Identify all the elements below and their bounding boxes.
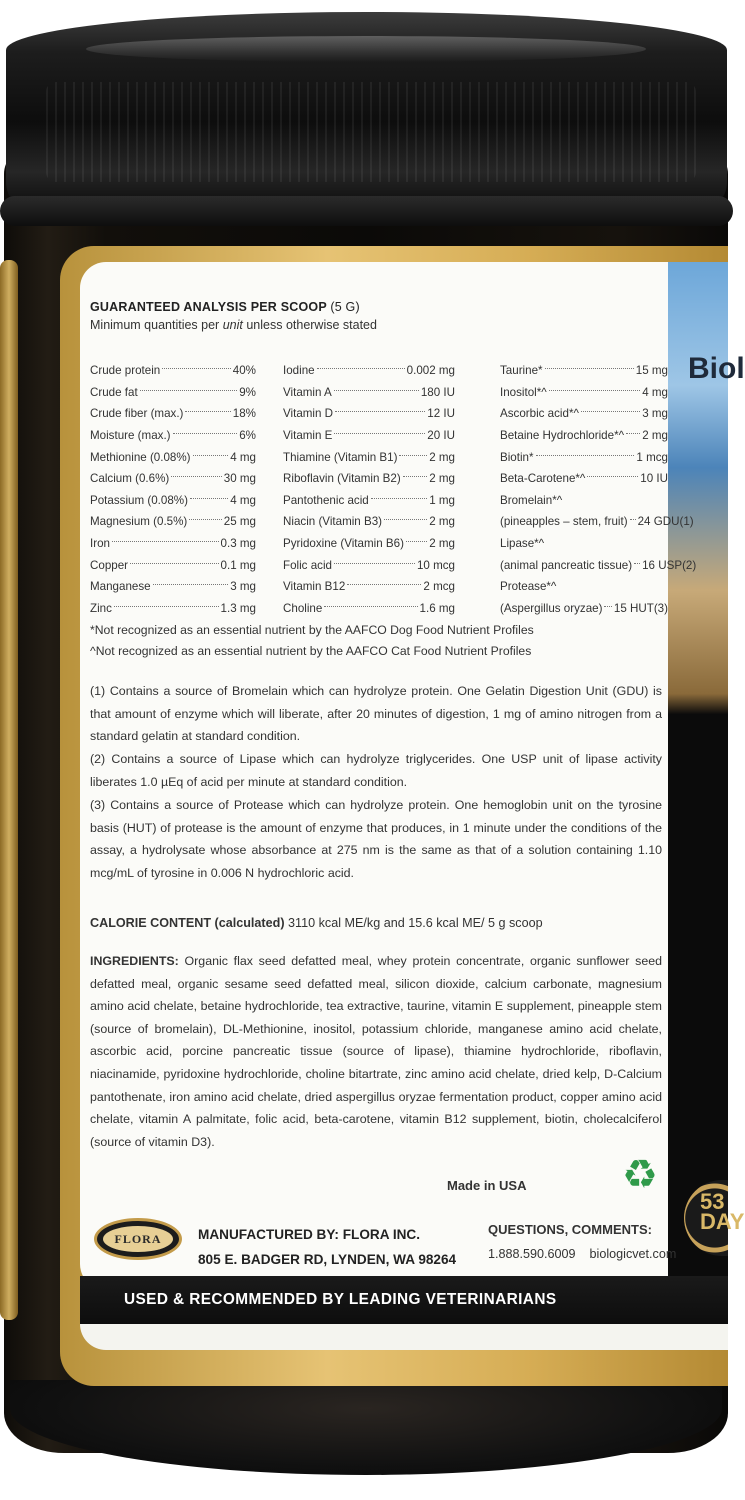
nutrient-value: 16 USP(2) [642, 558, 697, 572]
analysis-title-unit: (5 G) [330, 300, 360, 314]
analysis-row [500, 425, 668, 447]
leader-dots [153, 584, 229, 585]
nutrient-value: 2 mg [429, 450, 455, 464]
lid-highlight [86, 36, 646, 62]
nutrient-value: 20 IU [427, 429, 455, 443]
analysis-row [90, 576, 256, 598]
analysis-row [283, 425, 455, 447]
nutrient-name: Pantothenic acid [283, 493, 369, 507]
nutrient-name: (Aspergillus oryzae) [500, 601, 603, 615]
manufacturer-info [198, 1222, 456, 1272]
analysis-row [283, 533, 455, 555]
leader-dots [324, 606, 417, 607]
nutrient-value: 10 IU [640, 472, 668, 486]
analysis-row [90, 403, 256, 425]
analysis-row [500, 446, 668, 468]
flora-logo [94, 1218, 182, 1260]
leader-dots [371, 498, 427, 499]
nutrient-value: 10 mcg [416, 558, 455, 572]
nutrient-name: Crude protein [90, 364, 161, 378]
nutrient-name: Vitamin E [283, 429, 333, 443]
calorie-label: CALORIE CONTENT (calculated) [90, 916, 285, 930]
nutrient-name: Calcium (0.6%) [90, 472, 170, 486]
analysis-row [90, 598, 256, 620]
seal-text [700, 1189, 745, 1234]
subtitle-pre: Minimum quantities per [90, 318, 223, 332]
nutrient-name: Lipase*^ [500, 537, 545, 551]
nutrient-name: Potassium (0.08%) [90, 493, 188, 507]
nutrient-value: 3 mg [642, 407, 668, 421]
leader-dots [581, 411, 640, 412]
analysis-row [500, 468, 668, 490]
nutrient-value: 15 mg [635, 364, 668, 378]
analysis-row [500, 403, 668, 425]
analysis-row [90, 382, 256, 404]
leader-dots [536, 455, 635, 456]
nutrient-name: Thiamine (Vitamin B1) [283, 450, 398, 464]
nutrient-name: Taurine* [500, 364, 543, 378]
analysis-title-text: GUARANTEED ANALYSIS PER SCOOP [90, 300, 327, 314]
nutrient-value: 0.3 mg [220, 537, 256, 551]
nutrient-value: 9% [239, 385, 256, 399]
analysis-row [90, 533, 256, 555]
analysis-row [500, 382, 668, 404]
nutrient-name: Iodine [283, 364, 315, 378]
analysis-row [500, 576, 668, 598]
leader-dots [335, 411, 425, 412]
jar-lid [6, 12, 727, 212]
nutrient-value: 4 mg [642, 385, 668, 399]
nutrient-value: 25 mg [223, 515, 256, 529]
nutrient-value: 2 mg [429, 472, 455, 486]
nutrient-value: 180 IU [420, 385, 455, 399]
flora-logo-text: FLORA [103, 1226, 173, 1252]
note-dog: *Not recognized as an essential nutrient by the AAFCO Dog Food Nutrient Profiles [90, 623, 534, 637]
manufacturer-address: 805 E. BADGER RD, LYNDEN, WA 98264 [198, 1252, 457, 1267]
nutrient-name: Methionine (0.08%) [90, 450, 191, 464]
analysis-row [500, 533, 668, 555]
analysis-column-1 [90, 360, 256, 619]
nutrient-name: Zinc [90, 601, 112, 615]
leader-dots [545, 368, 634, 369]
nutrient-name: Riboflavin (Vitamin B2) [283, 472, 401, 486]
seal-number: 53 [700, 1189, 725, 1214]
nutrient-name: Biotin* [500, 450, 534, 464]
nutrient-name: Inositol*^ [500, 385, 547, 399]
contact-phone: 1.888.590.6009 [488, 1247, 576, 1261]
nutrient-value: 2 mg [429, 515, 455, 529]
nutrient-value: 4 mg [230, 493, 256, 507]
nutrient-value: 6% [239, 429, 256, 443]
calorie-text: 3110 kcal ME/kg and 15.6 kcal ME/ 5 g scoop [284, 916, 543, 930]
nutrient-name: Crude fat [90, 385, 138, 399]
nutrient-name: Magnesium (0.5%) [90, 515, 188, 529]
leader-dots [190, 498, 228, 499]
questions-label: QUESTIONS, COMMENTS: [488, 1222, 652, 1237]
nutrient-value: 4 mg [230, 450, 256, 464]
banner-text: USED & RECOMMENDED BY LEADING VETERINARIANS [124, 1291, 557, 1308]
nutrient-value: 24 GDU(1) [637, 515, 694, 529]
nutrient-name: Folic acid [283, 558, 332, 572]
analysis-row [283, 468, 455, 490]
recycle-icon: ♻ [622, 1153, 658, 1197]
nutrient-name: Niacin (Vitamin B3) [283, 515, 383, 529]
nutrient-value: 0.1 mg [220, 558, 256, 572]
analysis-row [283, 360, 455, 382]
leader-dots [403, 476, 428, 477]
nutrient-value: 1 mcg [636, 450, 668, 464]
analysis-row [90, 468, 256, 490]
calorie-content [90, 916, 662, 930]
leader-dots [587, 476, 638, 477]
leader-dots [173, 433, 238, 434]
nutrient-name: Beta-Carotene*^ [500, 472, 586, 486]
contact-line [488, 1242, 676, 1266]
ingredients-text: Organic flax seed defatted meal, whey protein concentrate, organic sunflower seed defatted meal, organic sesame seed defatted meal, silicon dioxide, calcium carbonate, magnesium amino acid chelate, betaine hydrochloride, tea extractive, taurine, vitamin E supplement, pineapple stem (source of bromelain), DL-Methionine, inositol, potassium chloride, manganese amino acid chelate, ascorbic acid, porcine pancreatic tissue (source of lipase), thiamine hydrochloride, riboflavin, niacinamide, pyridoxine hydrochloride, choline bitartrate, zinc amino acid chelate, dried kelp, D-Calcium pantothenate, iron amino acid chelate, dried aspergillus oryzae fermentation product, copper amino acid chelate, vitamin A palmitate, folic acid, beta-carotene, vitamin B12 supplement, biotin, cholecalciferol (source of vitamin D3). [90, 954, 662, 1149]
nutrient-name: Pyridoxine (Vitamin B6) [283, 537, 404, 551]
analysis-column-2 [283, 360, 455, 619]
nutrient-name: Bromelain*^ [500, 493, 563, 507]
nutrient-value: 30 mg [223, 472, 256, 486]
analysis-row [283, 554, 455, 576]
analysis-row [90, 511, 256, 533]
analysis-row [90, 490, 256, 512]
analysis-row [90, 446, 256, 468]
ingredients-label: INGREDIENTS: [90, 954, 179, 968]
nutrient-name: Ascorbic acid*^ [500, 407, 579, 421]
analysis-subtitle [90, 318, 662, 332]
nutrient-name: (animal pancreatic tissue) [500, 558, 633, 572]
analysis-row [90, 554, 256, 576]
product-photo-strip [668, 262, 728, 1290]
analysis-column-3 [500, 360, 697, 619]
leader-dots [171, 476, 222, 477]
analysis-row [283, 403, 455, 425]
gold-edge-left [0, 260, 18, 1320]
note-cat: ^Not recognized as an essential nutrient by the AAFCO Cat Food Nutrient Profiles [90, 644, 532, 658]
leader-dots [634, 563, 640, 564]
nutrient-name: Moisture (max.) [90, 429, 171, 443]
leader-dots [347, 584, 421, 585]
leader-dots [630, 519, 636, 520]
leader-dots [189, 519, 221, 520]
analysis-row [283, 382, 455, 404]
nutrient-value: 2 mcg [423, 580, 455, 594]
brand-name-partial: Biol [688, 352, 745, 385]
nutrient-name: Vitamin A [283, 385, 332, 399]
analysis-title [90, 300, 662, 314]
leader-dots [549, 390, 641, 391]
nutrient-name: Vitamin D [283, 407, 334, 421]
footnote-1: (1) Contains a source of Bromelain which can hydrolyze protein. One Gelatin Digestion Unit (GDU) is that amount of enzyme which will liberate, after 20 minutes of digestion, 1 mg of amino nitrogen from a standard gelatin at standard condition. [90, 684, 662, 744]
subtitle-em: unit [222, 318, 243, 332]
veterinarian-banner [80, 1276, 728, 1324]
jar-bottom [10, 1380, 722, 1475]
contact-info [488, 1218, 676, 1266]
analysis-row [90, 360, 256, 382]
nutrient-name: (pineapples – stem, fruit) [500, 515, 628, 529]
manufacturer-name: MANUFACTURED BY: FLORA INC. [198, 1227, 421, 1242]
label-content [90, 300, 697, 1149]
analysis-row [283, 511, 455, 533]
nutrient-value: 12 IU [427, 407, 455, 421]
analysis-row [90, 425, 256, 447]
leader-dots [114, 606, 219, 607]
nutrient-name: Iron [90, 537, 110, 551]
nutrient-name: Copper [90, 558, 129, 572]
made-in-usa: Made in USA [447, 1178, 527, 1193]
subtitle-post: unless otherwise stated [242, 318, 377, 332]
leader-dots [384, 519, 427, 520]
nutrient-value: 1.3 mg [220, 601, 256, 615]
nutrient-value: 2 mg [642, 429, 668, 443]
analysis-row [500, 598, 668, 620]
footnote-3: (3) Contains a source of Protease which can hydrolyze protein. One hemoglobin unit on the tyrosine basis (HUT) of protease is the amount of enzyme that produces, in 1 minute under the conditions of the assay, a hydrolysate whose absorbance at 275 nm is the same as that of a solution containing 1.10 mcg/mL of tyrosine in 0.006 N hydrochloric acid. [90, 798, 662, 880]
nutrient-value: 0.002 mg [406, 364, 455, 378]
lid-ridges [46, 82, 696, 182]
leader-dots [334, 390, 419, 391]
analysis-row [283, 446, 455, 468]
analysis-row [500, 360, 668, 382]
seal-unit: DAY [700, 1209, 745, 1234]
contact-website: biologicvet.com [589, 1247, 677, 1261]
leader-dots [334, 563, 415, 564]
footnote-2: (2) Contains a source of Lipase which can hydrolyze triglycerides. One USP unit of lipase activity liberates 1.0 µEq of acid per minute at standard condition. [90, 752, 662, 789]
leader-dots [112, 541, 219, 542]
analysis-row [500, 490, 668, 512]
nutrient-value: 18% [232, 407, 256, 421]
leader-dots [185, 411, 230, 412]
label-bottom-strip [80, 1324, 728, 1350]
leader-dots [334, 433, 425, 434]
leader-dots [626, 433, 640, 434]
nutrient-name: Vitamin B12 [283, 580, 346, 594]
nutrient-value: 40% [232, 364, 256, 378]
leader-dots [193, 455, 229, 456]
nutrient-value: 15 HUT(3) [613, 601, 668, 615]
nutrient-name: Betaine Hydrochloride*^ [500, 429, 625, 443]
lid-lip [0, 196, 733, 226]
nutrient-value: 1 mg [429, 493, 455, 507]
leader-dots [399, 455, 427, 456]
nutrient-name: Choline [283, 601, 323, 615]
nutrient-name: Manganese [90, 580, 151, 594]
leader-dots [162, 368, 231, 369]
analysis-row [500, 554, 697, 576]
analysis-row [283, 576, 455, 598]
nutrient-value: 2 mg [429, 537, 455, 551]
analysis-row [283, 598, 455, 620]
nutrient-name: Protease*^ [500, 580, 557, 594]
nutrient-name: Crude fiber (max.) [90, 407, 184, 421]
nutrient-value: 3 mg [230, 580, 256, 594]
leader-dots [317, 368, 405, 369]
analysis-row [283, 490, 455, 512]
leader-dots [130, 563, 219, 564]
nutrient-value: 1.6 mg [419, 601, 455, 615]
ingredients [90, 950, 662, 1153]
leader-dots [604, 606, 611, 607]
leader-dots [406, 541, 427, 542]
analysis-row [500, 511, 694, 533]
nutrient-notes [90, 620, 662, 662]
leader-dots [140, 390, 238, 391]
